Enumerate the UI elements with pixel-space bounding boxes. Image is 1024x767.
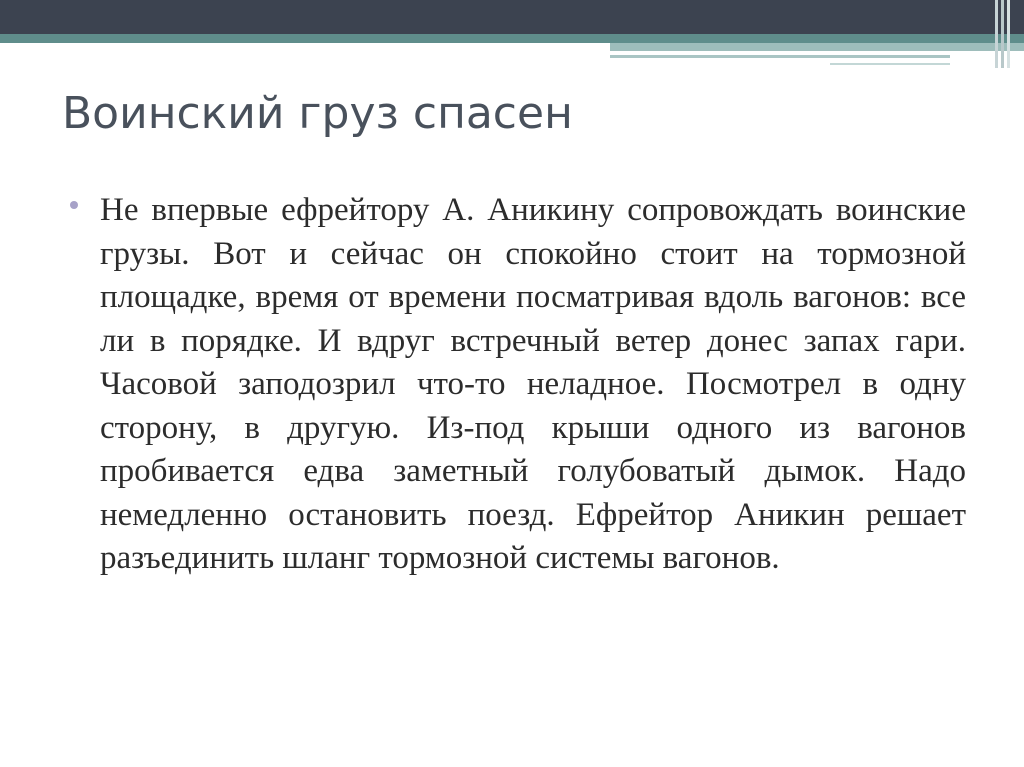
header-band-dark bbox=[0, 0, 1024, 34]
header-vertical-bar bbox=[1001, 0, 1004, 68]
header-vertical-bar bbox=[995, 0, 998, 68]
bullet-dot-icon bbox=[70, 201, 78, 209]
header-stripe bbox=[610, 55, 950, 58]
header-band-teal bbox=[0, 34, 1024, 43]
header-vertical-bar bbox=[1007, 0, 1010, 68]
header-stripe bbox=[830, 63, 950, 65]
header-band-teal-light bbox=[610, 43, 1024, 51]
slide-title: Воинский груз спасен bbox=[62, 88, 573, 139]
bullet-text: Не впервые ефрейтору А. Аникину сопровождать воинские грузы. Вот и сейчас он спокойно стоит на тормозной площадке, время от времени посматривая вдоль вагонов: все ли в порядке. И вдруг встречный ветер донес запах гари. Часовой заподозрил что-то неладное. Посмотрел в одну сторону, в другую. Из-под крыши одного из вагонов пробивается едва заметный голубоватый дымок. Надо немедленно остановить поезд. Ефрейтор Аникин решает разъединить шланг тормозной системы вагонов. bbox=[100, 192, 966, 576]
bullet-list bbox=[100, 189, 966, 581]
